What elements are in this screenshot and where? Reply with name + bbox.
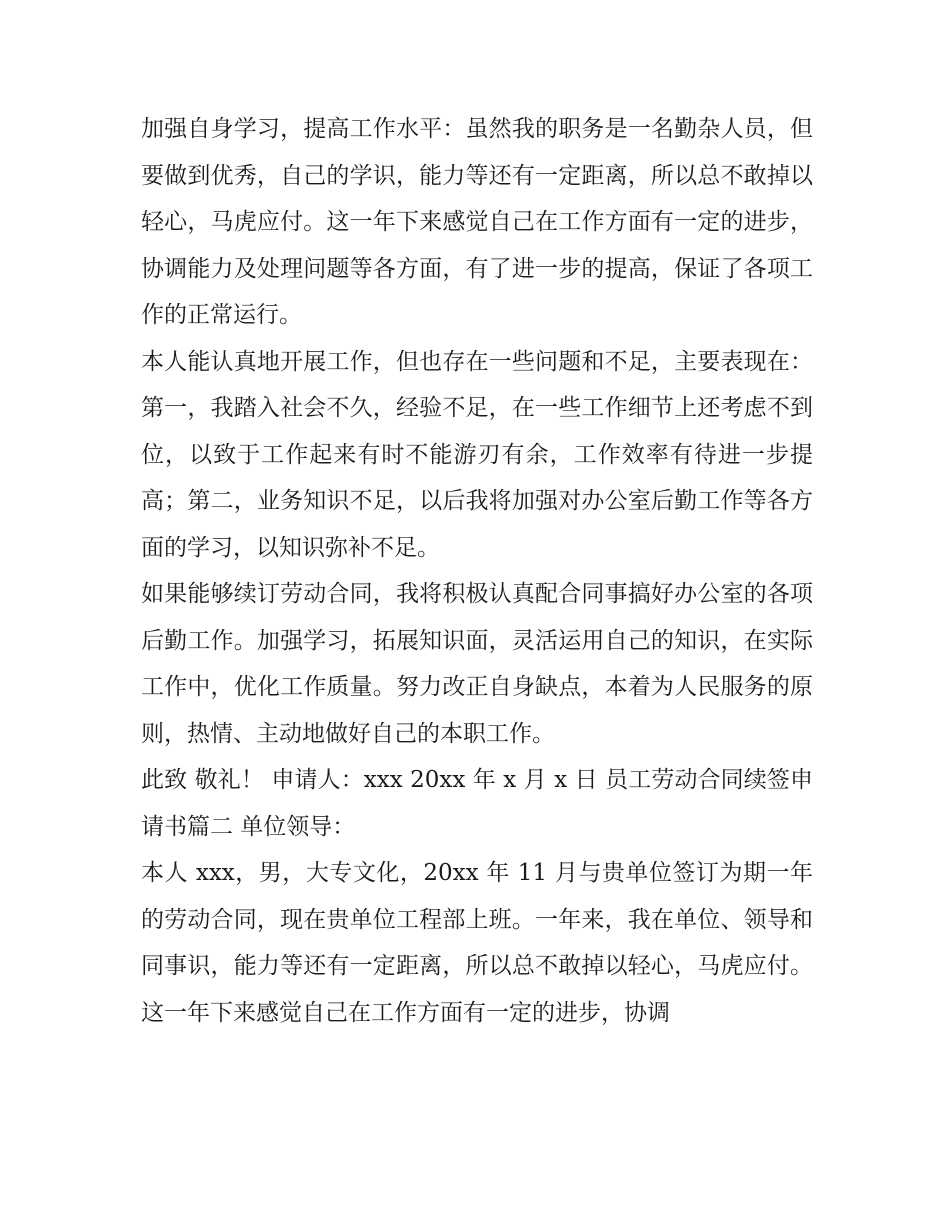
paragraph-closing-and-heading: 此致 敬礼！ 申请人：xxx 20xx 年 x 月 x 日 员工劳动合同续签申请书篇二 单位领导：: [141, 767, 813, 840]
paragraph-renewal-commitment: 如果能够续订劳动合同，我将积极认真配合同事搞好办公室的各项后勤工作。加强学习，拓展知识面，灵活运用自己的知识，在实际工作中，优化工作质量。努力改正自身缺点，本着为人民服务的原则，热情、主动地做好自己的本职工作。: [141, 581, 813, 747]
paragraph-self-study: 加强自身学习，提高工作水平：虽然我的职务是一名勤杂人员，但要做到优秀，自己的学识，能力等还有一定距离，所以总不敢掉以轻心，马虎应付。这一年下来感觉自己在工作方面有一定的进步，协调能力及处理问题等各方面，有了进一步的提高，保证了各项工作的正常运行。: [141, 116, 813, 328]
paragraph-shortcomings: 本人能认真地开展工作，但也存在一些问题和不足，主要表现在：第一，我踏入社会不久，经验不足，在一些工作细节上还考虑不到位，以致于工作起来有时不能游刃有余，工作效率有待进一步提高；第二，业务知识不足，以后我将加强对办公室后勤工作等各方面的学习，以知识弥补不足。: [141, 348, 813, 561]
document-body: [141, 106, 813, 1036]
paragraph-second-letter-intro: 本人 xxx，男，大专文化，20xx 年 11 月与贵单位签订为期一年的劳动合同，现在贵单位工程部上班。一年来，我在单位、领导和同事识，能力等还有一定距离，所以总不敢掉以轻心，马虎应付。这一年下来感觉自己在工作方面有一定的进步，协调: [141, 860, 813, 1026]
